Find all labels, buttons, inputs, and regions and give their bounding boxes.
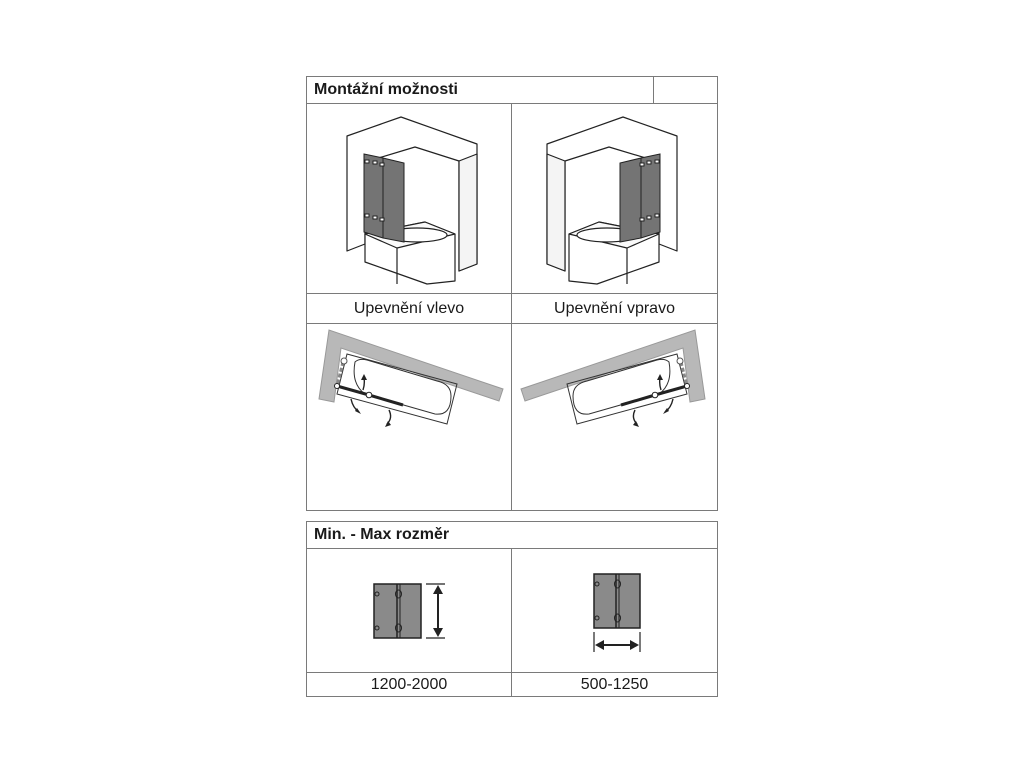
- mounting-options-table: [306, 76, 718, 511]
- dimensions-header: [307, 522, 717, 549]
- mounting-options-title: Montážní možnosti: [314, 81, 458, 98]
- dimensions-title: Min. - Max rozměr: [314, 526, 450, 543]
- right-mount-plan-view: [512, 324, 717, 510]
- right-mount-3d-illustration: [512, 104, 717, 293]
- dimensions-table: [306, 521, 718, 697]
- right-mount-label: Upevnění vpravo: [554, 299, 675, 317]
- width-range-label: 500-1250: [580, 675, 649, 693]
- header-empty-cell: [653, 77, 717, 104]
- width-dimension-icon: [512, 550, 717, 672]
- left-mount-plan-view: [307, 324, 511, 510]
- left-mount-label: Upevnění vlevo: [353, 299, 465, 317]
- height-range-label: 1200-2000: [370, 675, 448, 693]
- left-mount-3d-illustration: [307, 104, 511, 293]
- height-dimension-icon: [307, 550, 511, 672]
